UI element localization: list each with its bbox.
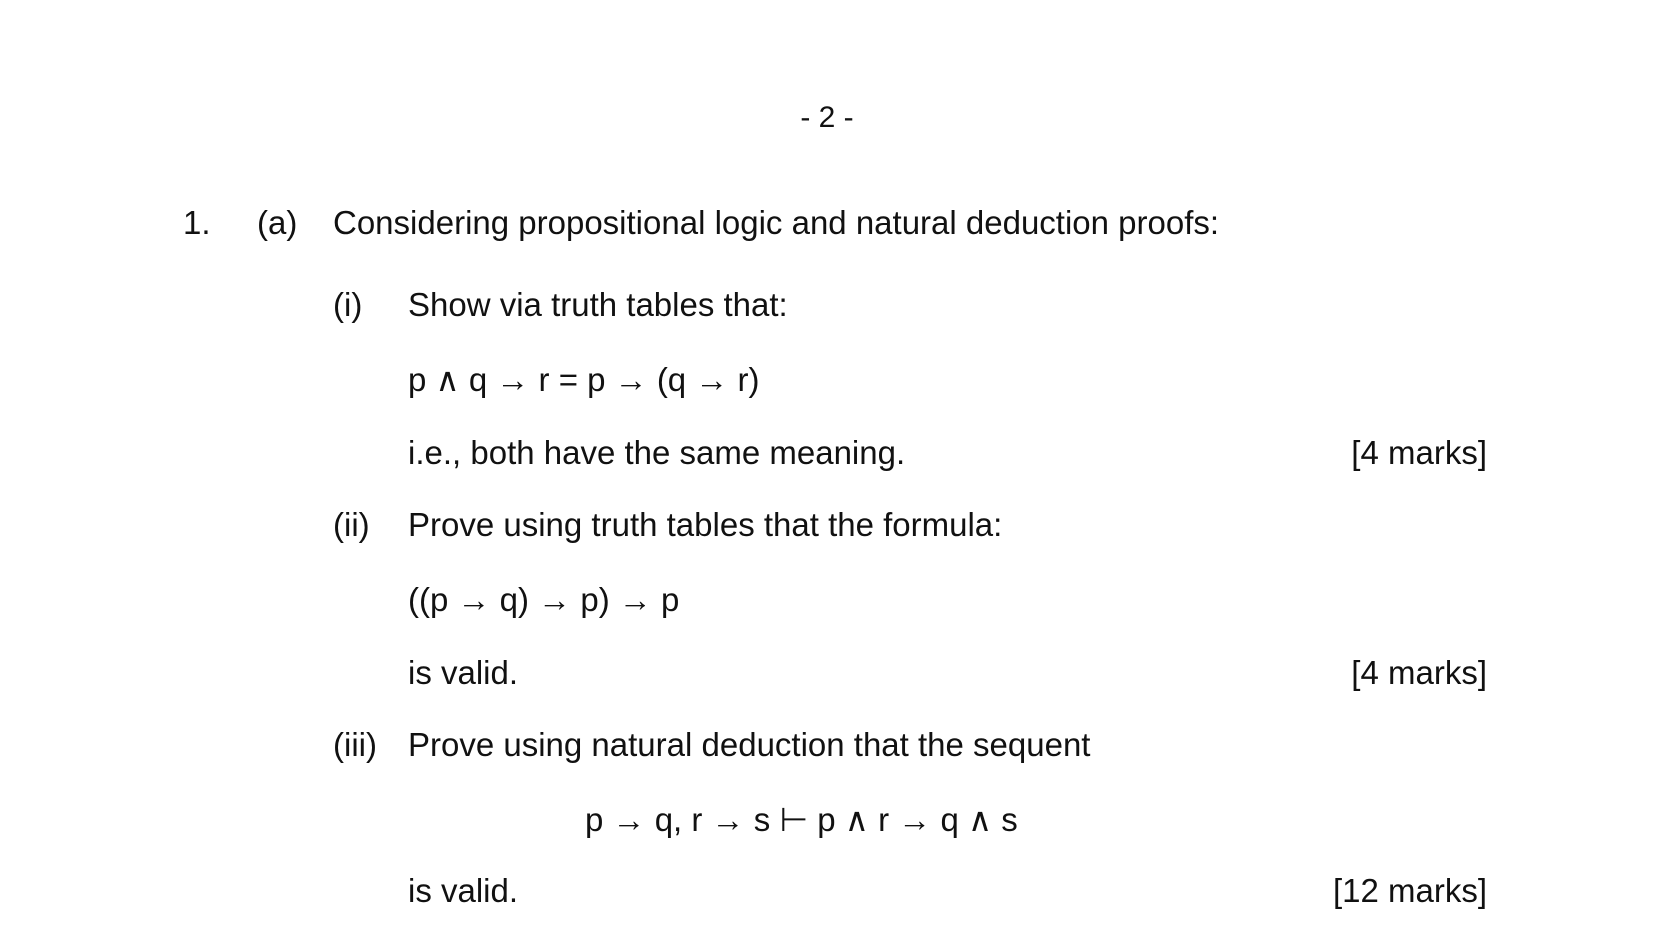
subpart-marks-i: [4 marks] xyxy=(1351,434,1487,471)
subpart-formula-ii: ((p → q) → p) → p xyxy=(408,581,680,618)
subpart-tail-i: i.e., both have the same meaning. xyxy=(408,434,906,471)
part-intro: Considering propositional logic and natural deduction proofs: xyxy=(333,204,1220,241)
subpart-label-ii: (ii) xyxy=(333,506,370,543)
subpart-formula-iii: p → q, r → s ⊢ p ∧ r → q ∧ s xyxy=(585,801,1018,838)
subpart-marks-iii: [12 marks] xyxy=(1332,872,1487,909)
subpart-label-i: (i) xyxy=(333,286,363,323)
subpart-prompt-ii: Prove using truth tables that the formula: xyxy=(408,506,1003,543)
question-number: 1. xyxy=(183,204,211,241)
subpart-prompt-i: Show via truth tables that: xyxy=(408,286,788,323)
subpart-formula-i: p ∧ q → r = p → (q → r) xyxy=(408,361,760,398)
subpart-tail-ii: is valid. xyxy=(408,654,519,691)
page-number: - 2 - xyxy=(800,101,854,134)
part-label: (a) xyxy=(257,204,298,241)
subpart-prompt-iii: Prove using natural deduction that the sequent xyxy=(408,726,1091,763)
subpart-marks-ii: [4 marks] xyxy=(1351,654,1487,691)
subpart-label-iii: (iii) xyxy=(333,726,377,763)
subpart-tail-iii: is valid. xyxy=(408,872,519,909)
